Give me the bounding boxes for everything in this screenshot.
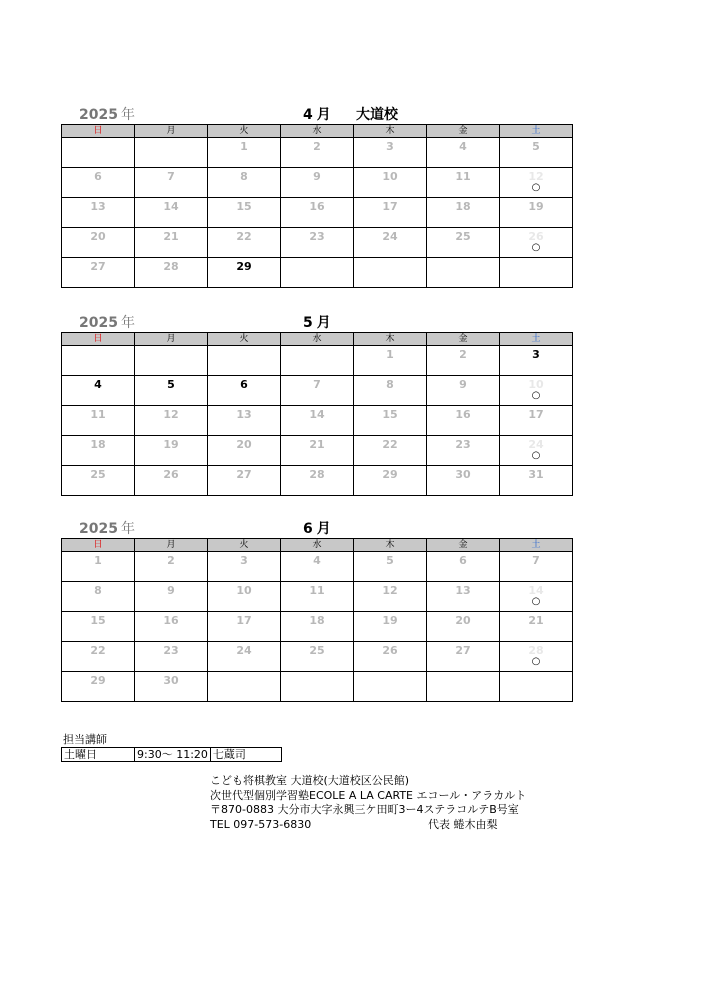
day-cell	[135, 436, 208, 466]
class-day-mark: ○	[531, 656, 541, 667]
day-cell	[500, 376, 573, 406]
week-row	[62, 346, 573, 376]
day-number: 9	[167, 584, 175, 597]
weekday-header: 金	[427, 333, 500, 346]
week-row	[62, 582, 573, 612]
day-number: 25	[455, 230, 471, 243]
day-number: 20	[455, 614, 471, 627]
day-cell	[208, 258, 281, 288]
weekday-header-row	[62, 539, 573, 552]
day-cell	[208, 228, 281, 258]
day-cell	[281, 552, 354, 582]
footer-line-company: 次世代型個別学習塾ECOLE A LA CARTE エコール・アラカルト	[210, 788, 527, 802]
day-number: 4	[459, 140, 467, 153]
day-number: 23	[455, 438, 471, 451]
day-number: 16	[163, 614, 179, 627]
day-number: 5	[167, 378, 175, 391]
day-number: 2	[313, 140, 321, 153]
day-number: 23	[163, 644, 179, 657]
year-value: 2025	[79, 107, 118, 123]
day-cell	[62, 582, 135, 612]
day-cell	[354, 642, 427, 672]
footer-info	[210, 774, 526, 832]
day-number: 13	[455, 584, 471, 597]
teacher-section	[61, 733, 282, 762]
day-number: 11	[90, 408, 106, 421]
day-cell	[354, 376, 427, 406]
day-number: 8	[240, 170, 248, 183]
day-cell	[427, 552, 500, 582]
day-number: 17	[236, 614, 252, 627]
month-block-april	[61, 102, 573, 288]
day-cell	[135, 552, 208, 582]
day-cell	[281, 672, 354, 702]
day-cell	[62, 346, 135, 376]
day-number: 4	[94, 378, 102, 391]
day-cell	[62, 138, 135, 168]
day-number: 18	[455, 200, 471, 213]
weekday-header: 火	[208, 125, 281, 138]
day-cell	[135, 466, 208, 496]
class-day-mark: ○	[531, 450, 541, 461]
weekday-header: 水	[281, 125, 354, 138]
footer-representative: 代表 蜷木由梨	[428, 817, 498, 831]
year-suffix: 年	[120, 315, 135, 331]
day-number: 29	[236, 260, 252, 273]
week-row	[62, 672, 573, 702]
weekday-header: 月	[135, 539, 208, 552]
week-row	[62, 258, 573, 288]
month-header	[61, 102, 573, 124]
day-cell	[500, 552, 573, 582]
day-number: 4	[313, 554, 321, 567]
day-number: 27	[90, 260, 106, 273]
day-number: 10	[382, 170, 398, 183]
day-cell	[208, 552, 281, 582]
weekday-header: 月	[135, 333, 208, 346]
day-number: 19	[382, 614, 398, 627]
day-number: 3	[386, 140, 394, 153]
day-cell	[281, 258, 354, 288]
day-number: 22	[236, 230, 252, 243]
day-number: 28	[309, 468, 325, 481]
day-cell	[500, 138, 573, 168]
day-number: 6	[94, 170, 102, 183]
day-cell	[135, 406, 208, 436]
week-row	[62, 436, 573, 466]
day-cell	[208, 406, 281, 436]
weekday-header: 火	[208, 539, 281, 552]
month-header	[61, 516, 573, 538]
day-cell	[135, 138, 208, 168]
day-number: 17	[382, 200, 398, 213]
day-number: 1	[94, 554, 102, 567]
day-cell	[427, 376, 500, 406]
week-row	[62, 406, 573, 436]
day-number: 14	[528, 584, 544, 597]
day-cell	[281, 138, 354, 168]
day-number: 2	[459, 348, 467, 361]
day-cell	[135, 672, 208, 702]
day-number: 8	[386, 378, 394, 391]
day-number: 24	[236, 644, 252, 657]
day-number: 12	[528, 170, 544, 183]
day-number: 11	[455, 170, 471, 183]
day-cell	[500, 346, 573, 376]
week-row	[62, 552, 573, 582]
teacher-row	[62, 748, 282, 762]
day-number: 21	[163, 230, 179, 243]
teacher-time: 9:30～ 11:20	[135, 748, 211, 762]
day-number: 13	[236, 408, 252, 421]
day-number: 6	[240, 378, 248, 391]
day-number: 8	[94, 584, 102, 597]
day-cell	[427, 672, 500, 702]
year-label	[79, 312, 135, 332]
day-number: 22	[382, 438, 398, 451]
day-cell	[500, 642, 573, 672]
footer-line-school: こども将棋教室 大道校(大道校区公民館)	[210, 774, 410, 787]
day-cell	[281, 406, 354, 436]
day-cell	[135, 258, 208, 288]
day-number: 7	[532, 554, 540, 567]
day-cell	[62, 198, 135, 228]
weekday-header: 日	[62, 539, 135, 552]
day-cell	[208, 612, 281, 642]
month-number: 6	[303, 521, 313, 537]
day-number: 14	[163, 200, 179, 213]
month-label	[303, 104, 331, 124]
week-row	[62, 228, 573, 258]
day-number: 31	[528, 468, 544, 481]
day-cell	[500, 228, 573, 258]
weekday-header: 水	[281, 333, 354, 346]
month-header	[61, 310, 573, 332]
day-cell	[427, 436, 500, 466]
day-number: 19	[163, 438, 179, 451]
day-number: 5	[386, 554, 394, 567]
day-cell	[62, 612, 135, 642]
day-cell	[354, 612, 427, 642]
day-number: 20	[236, 438, 252, 451]
day-cell	[427, 258, 500, 288]
day-number: 7	[167, 170, 175, 183]
day-cell	[427, 406, 500, 436]
day-cell	[62, 228, 135, 258]
year-value: 2025	[79, 521, 118, 537]
weekday-header: 土	[500, 333, 573, 346]
day-cell	[281, 168, 354, 198]
day-cell	[354, 466, 427, 496]
day-cell	[208, 346, 281, 376]
day-cell	[354, 138, 427, 168]
day-cell	[354, 436, 427, 466]
weekday-header-row	[62, 333, 573, 346]
weekday-header: 金	[427, 125, 500, 138]
day-cell	[427, 612, 500, 642]
day-cell	[281, 436, 354, 466]
weekday-header: 日	[62, 333, 135, 346]
day-cell	[281, 228, 354, 258]
day-number: 27	[236, 468, 252, 481]
week-row	[62, 376, 573, 406]
day-cell	[500, 436, 573, 466]
day-cell	[208, 436, 281, 466]
year-suffix: 年	[120, 521, 135, 537]
day-number: 18	[90, 438, 106, 451]
year-label	[79, 104, 135, 124]
day-cell	[500, 466, 573, 496]
day-number: 13	[90, 200, 106, 213]
day-number: 21	[528, 614, 544, 627]
day-cell	[354, 198, 427, 228]
month-number: 4	[303, 107, 313, 123]
day-number: 28	[163, 260, 179, 273]
day-number: 3	[240, 554, 248, 567]
day-number: 24	[382, 230, 398, 243]
day-number: 9	[459, 378, 467, 391]
day-number: 7	[313, 378, 321, 391]
day-cell	[62, 436, 135, 466]
weekday-header: 木	[354, 125, 427, 138]
day-number: 24	[528, 438, 544, 451]
day-number: 28	[528, 644, 544, 657]
day-number: 21	[309, 438, 325, 451]
week-row	[62, 466, 573, 496]
day-cell	[208, 672, 281, 702]
day-cell	[62, 466, 135, 496]
day-number: 12	[382, 584, 398, 597]
day-cell	[354, 552, 427, 582]
day-cell	[135, 582, 208, 612]
day-cell	[62, 642, 135, 672]
day-cell	[500, 258, 573, 288]
day-cell	[208, 642, 281, 672]
day-number: 1	[240, 140, 248, 153]
day-cell	[135, 168, 208, 198]
day-number: 3	[532, 348, 540, 361]
day-cell	[500, 672, 573, 702]
day-number: 25	[309, 644, 325, 657]
day-number: 19	[528, 200, 544, 213]
day-number: 25	[90, 468, 106, 481]
calendar-table	[61, 332, 573, 496]
day-cell	[135, 198, 208, 228]
day-cell	[354, 258, 427, 288]
day-cell	[135, 642, 208, 672]
week-row	[62, 198, 573, 228]
weekday-header: 土	[500, 125, 573, 138]
month-suffix: 月	[316, 315, 331, 331]
day-cell	[354, 582, 427, 612]
day-number: 6	[459, 554, 467, 567]
day-cell	[281, 376, 354, 406]
day-cell	[135, 346, 208, 376]
day-cell	[500, 612, 573, 642]
footer-tel: TEL 097-573-6830	[210, 817, 312, 831]
weekday-header: 日	[62, 125, 135, 138]
weekday-header-row	[62, 125, 573, 138]
day-cell	[62, 168, 135, 198]
year-value: 2025	[79, 315, 118, 331]
day-number: 10	[528, 378, 544, 391]
weekday-header: 木	[354, 539, 427, 552]
year-suffix: 年	[120, 107, 135, 123]
day-number: 29	[382, 468, 398, 481]
day-cell	[354, 406, 427, 436]
day-cell	[208, 198, 281, 228]
weekday-header: 木	[354, 333, 427, 346]
day-cell	[208, 138, 281, 168]
day-cell	[62, 552, 135, 582]
day-number: 29	[90, 674, 106, 687]
day-cell	[281, 346, 354, 376]
day-number: 11	[309, 584, 325, 597]
day-cell	[500, 198, 573, 228]
day-cell	[500, 582, 573, 612]
day-cell	[427, 198, 500, 228]
month-block-june	[61, 516, 573, 702]
day-number: 15	[236, 200, 252, 213]
month-block-may	[61, 310, 573, 496]
day-cell	[427, 168, 500, 198]
weekday-header: 土	[500, 539, 573, 552]
day-number: 26	[528, 230, 544, 243]
day-cell	[62, 672, 135, 702]
day-number: 26	[163, 468, 179, 481]
class-day-mark: ○	[531, 390, 541, 401]
day-cell	[208, 168, 281, 198]
day-number: 16	[455, 408, 471, 421]
weekday-header: 金	[427, 539, 500, 552]
day-cell	[62, 406, 135, 436]
day-number: 10	[236, 584, 252, 597]
day-cell	[281, 466, 354, 496]
weekday-header: 水	[281, 539, 354, 552]
day-number: 23	[309, 230, 325, 243]
day-cell	[354, 228, 427, 258]
day-number: 20	[90, 230, 106, 243]
week-row	[62, 138, 573, 168]
day-cell	[135, 376, 208, 406]
day-number: 30	[455, 468, 471, 481]
weekday-header: 月	[135, 125, 208, 138]
class-day-mark: ○	[531, 182, 541, 193]
month-label	[303, 312, 331, 332]
day-cell	[62, 376, 135, 406]
day-cell	[208, 582, 281, 612]
year-label	[79, 518, 135, 538]
school-name: 大道校	[356, 107, 398, 123]
teacher-name: 七蔵司	[210, 748, 281, 762]
day-number: 18	[309, 614, 325, 627]
month-label	[303, 518, 331, 538]
day-cell	[354, 168, 427, 198]
day-number: 2	[167, 554, 175, 567]
week-row	[62, 612, 573, 642]
day-cell	[500, 168, 573, 198]
day-cell	[427, 466, 500, 496]
teacher-table	[61, 747, 282, 762]
day-number: 5	[532, 140, 540, 153]
day-cell	[281, 612, 354, 642]
teacher-day: 土曜日	[62, 748, 135, 762]
day-number: 17	[528, 408, 544, 421]
month-number: 5	[303, 315, 313, 331]
day-cell	[135, 228, 208, 258]
day-number: 12	[163, 408, 179, 421]
day-cell	[427, 582, 500, 612]
teacher-title: 担当講師	[63, 733, 107, 746]
footer-line-address: 〒870-0883 大分市大字永興三ケ田町3ー4ステラコルテB号室	[210, 803, 519, 816]
day-number: 16	[309, 200, 325, 213]
footer-line-tel	[210, 818, 526, 833]
day-cell	[427, 346, 500, 376]
day-number: 9	[313, 170, 321, 183]
weekday-header: 火	[208, 333, 281, 346]
day-cell	[427, 642, 500, 672]
day-number: 22	[90, 644, 106, 657]
week-row	[62, 642, 573, 672]
day-cell	[427, 138, 500, 168]
day-cell	[135, 612, 208, 642]
month-suffix: 月	[316, 107, 331, 123]
day-cell	[427, 228, 500, 258]
day-cell	[62, 258, 135, 288]
day-cell	[354, 672, 427, 702]
week-row	[62, 168, 573, 198]
class-day-mark: ○	[531, 596, 541, 607]
day-cell	[281, 582, 354, 612]
class-day-mark: ○	[531, 242, 541, 253]
day-number: 30	[163, 674, 179, 687]
day-number: 15	[382, 408, 398, 421]
day-number: 27	[455, 644, 471, 657]
day-number: 26	[382, 644, 398, 657]
month-suffix: 月	[316, 521, 331, 537]
day-cell	[208, 376, 281, 406]
day-cell	[281, 198, 354, 228]
day-number: 15	[90, 614, 106, 627]
day-number: 1	[386, 348, 394, 361]
calendar-table	[61, 124, 573, 288]
day-cell	[354, 346, 427, 376]
day-cell	[208, 466, 281, 496]
calendar-table	[61, 538, 573, 702]
day-cell	[500, 406, 573, 436]
day-cell	[281, 642, 354, 672]
day-number: 14	[309, 408, 325, 421]
